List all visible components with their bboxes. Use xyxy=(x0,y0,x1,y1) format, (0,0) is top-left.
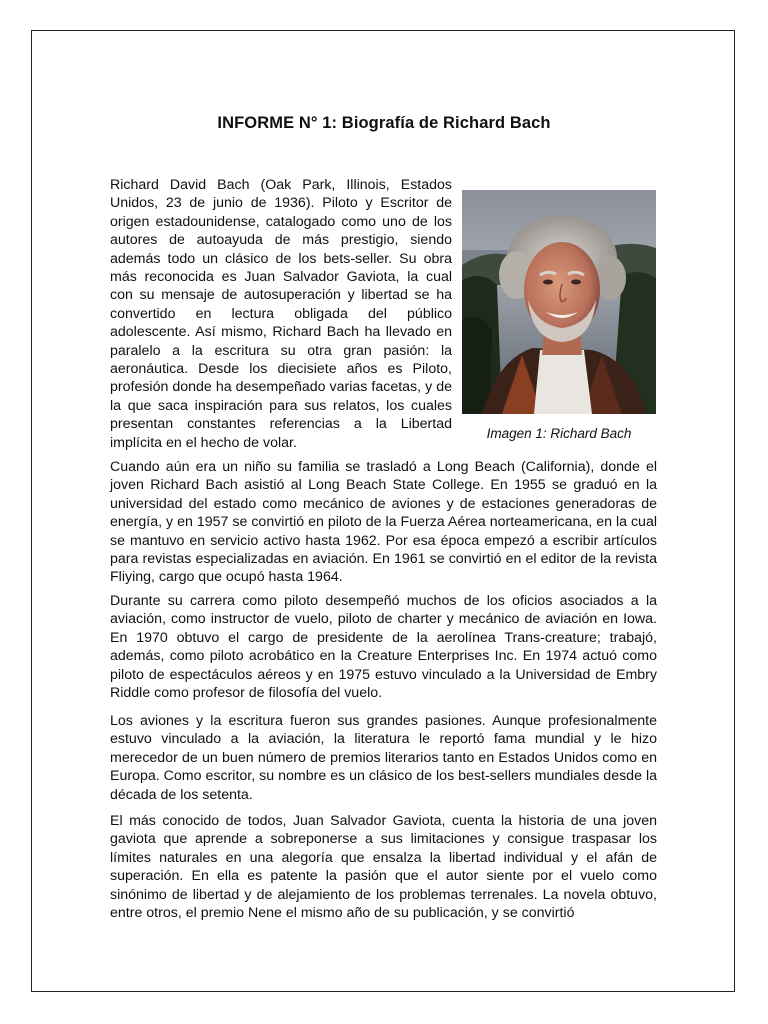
paragraph-1: Richard David Bach (Oak Park, Illinois, Estados Unidos, 23 de junio de 1936). Piloto y Escritor de origen estadounidense, catalogado como uno de los autores de autoayuda de más prestigio, siendo además todo un clásico de los bets-seller. Su obra más reconocida es Juan Salvador Gaviota, la cual con su mensaje de autosuperación y libertad se ha convertido en lectura obligada del público adolescente. Así mismo, Richard Bach ha llevado en paralelo a la escritura su otra gran pasión: la aeronáutica. Desde los diecisiete años es Piloto, profesión donde ha desempeñado varias facetas, y de la que saca inspiración para sus relatos, los cuales presentan constantes referencias a la Libertad implícita en el hecho de volar. xyxy=(110,177,452,451)
paragraph-2: Cuando aún era un niño su familia se trasladó a Long Beach (California), donde el joven Richard Bach asistió al Long Beach State College. En 1955 se graduó en la universidad del estado como mecánico de aviones y de estaciones generadoras de energía, y en 1957 se convirtió en piloto de la Fuerza Aérea norteamericana, en la cual se mantuvo en servicio activo hasta 1962. Por esa época empezó a escribir artículos para revistas especializadas en aviación. En 1961 se convirtió en el editor de la revista Fliying, cargo que ocupó hasta 1964. xyxy=(110,459,657,586)
paragraph-5: El más conocido de todos, Juan Salvador Gaviota, cuenta la historia de una joven gaviota que aprende a sobreponerse a sus limitaciones y consigue traspasar los límites naturales en una alegoría que ensalza la libertad individual y el afán de superación. En ella es patente la pasión que el autor siente por el vuelo como sinónimo de libertad y de alejamiento de los problemas terrenales. La novela obtuvo, entre otros, el premio Nene el mismo año de su publicación, y se convirtió xyxy=(110,813,657,922)
document-title: INFORME N° 1: Biografía de Richard Bach xyxy=(217,114,551,132)
paragraph-3: Durante su carrera como piloto desempeñó muchos de los oficios asociados a la aviación, como instructor de vuelo, piloto de charter y mecánico de aviación en Iowa. En 1970 obtuvo el cargo de presidente de la aerolínea Trans-creature; trabajó, además, como piloto acrobático en la Creature Enterprises Inc. En 1974 actuó como piloto de espectáculos aéreos y en 1975 estuvo vinculado a la Universidad de Embry Riddle como profesor de filosofía del vuelo. xyxy=(110,593,657,702)
image-caption: Imagen 1: Richard Bach xyxy=(486,426,632,441)
portrait-photo xyxy=(462,190,656,414)
paragraph-4: Los aviones y la escritura fueron sus grandes pasiones. Aunque profesionalmente estuvo vinculado a la aviación, la literatura le reportó fama mundial y le hizo merecedor de un buen número de premios literarios tanto en Estados Unidos como en Europa. Como escritor, su nombre es un clásico de los best-sellers mundiales desde la década de los setenta. xyxy=(110,713,657,803)
